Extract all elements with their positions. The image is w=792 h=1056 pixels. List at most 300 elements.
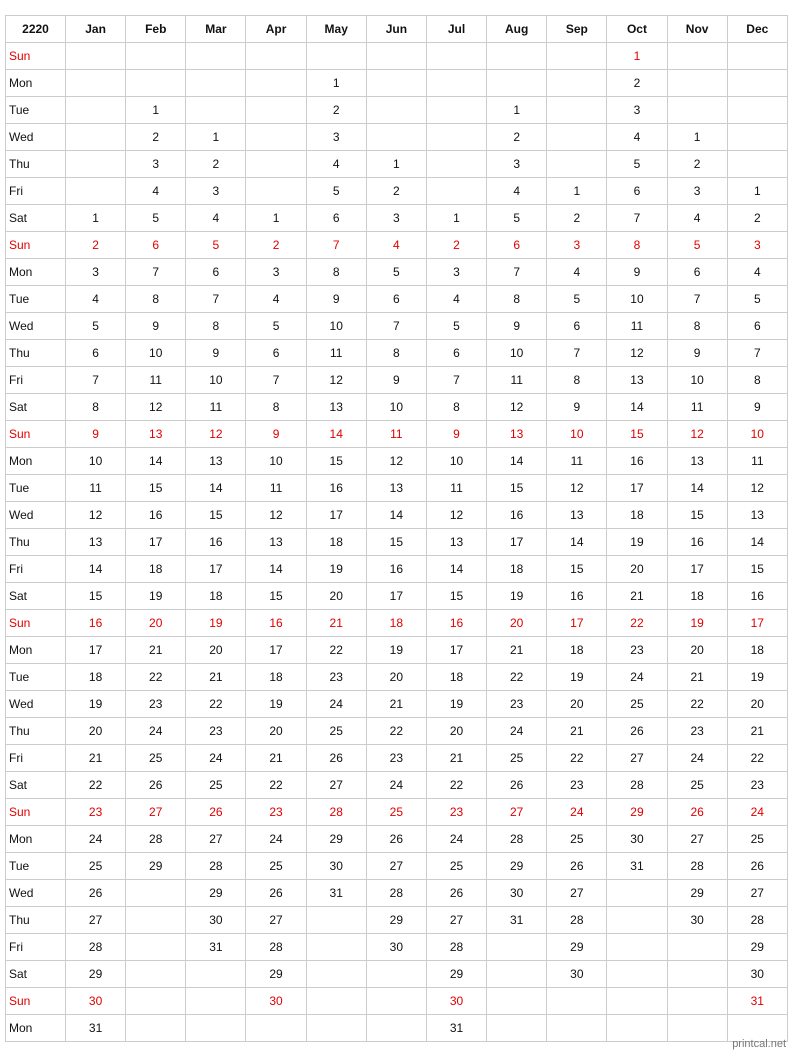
day-cell: 27	[547, 880, 607, 907]
day-cell: 8	[246, 394, 306, 421]
weekday-label: Wed	[6, 124, 66, 151]
day-cell: 15	[306, 448, 366, 475]
day-cell: 12	[667, 421, 727, 448]
day-cell	[607, 934, 667, 961]
day-cell: 20	[306, 583, 366, 610]
day-cell	[126, 880, 186, 907]
day-cell	[246, 70, 306, 97]
day-cell: 18	[126, 556, 186, 583]
day-cell	[607, 988, 667, 1015]
day-cell: 24	[727, 799, 787, 826]
week-row	[6, 394, 788, 421]
calendar-body	[6, 43, 788, 1042]
weekday-label: Thu	[6, 151, 66, 178]
day-cell	[186, 988, 246, 1015]
day-cell: 27	[66, 907, 126, 934]
week-row	[6, 799, 788, 826]
day-cell: 17	[186, 556, 246, 583]
day-cell: 25	[366, 799, 426, 826]
day-cell: 2	[607, 70, 667, 97]
year-calendar-table	[5, 15, 788, 1042]
weekday-label: Tue	[6, 475, 66, 502]
month-header-apr: Apr	[246, 16, 306, 43]
day-cell: 4	[366, 232, 426, 259]
day-cell	[607, 880, 667, 907]
day-cell	[66, 70, 126, 97]
day-cell: 31	[487, 907, 547, 934]
day-cell: 30	[246, 988, 306, 1015]
day-cell: 7	[246, 367, 306, 394]
day-cell: 26	[727, 853, 787, 880]
day-cell: 7	[487, 259, 547, 286]
week-row	[6, 205, 788, 232]
day-cell: 22	[727, 745, 787, 772]
weekday-label: Mon	[6, 70, 66, 97]
day-cell: 24	[246, 826, 306, 853]
day-cell: 20	[547, 691, 607, 718]
day-cell	[186, 961, 246, 988]
day-cell: 11	[607, 313, 667, 340]
weekday-label: Tue	[6, 97, 66, 124]
day-cell: 15	[66, 583, 126, 610]
day-cell: 21	[547, 718, 607, 745]
weekday-label: Fri	[6, 367, 66, 394]
month-header-may: May	[306, 16, 366, 43]
day-cell	[667, 97, 727, 124]
day-cell: 18	[547, 637, 607, 664]
day-cell: 11	[667, 394, 727, 421]
day-cell: 11	[547, 448, 607, 475]
day-cell: 24	[667, 745, 727, 772]
day-cell: 3	[66, 259, 126, 286]
day-cell	[306, 43, 366, 70]
day-cell: 7	[547, 340, 607, 367]
day-cell	[547, 1015, 607, 1042]
day-cell: 2	[727, 205, 787, 232]
day-cell: 17	[487, 529, 547, 556]
day-cell: 8	[727, 367, 787, 394]
day-cell: 5	[487, 205, 547, 232]
weekday-label: Tue	[6, 286, 66, 313]
day-cell: 10	[186, 367, 246, 394]
day-cell: 14	[186, 475, 246, 502]
day-cell: 5	[547, 286, 607, 313]
day-cell	[607, 1015, 667, 1042]
week-row	[6, 961, 788, 988]
day-cell: 31	[306, 880, 366, 907]
day-cell: 1	[487, 97, 547, 124]
day-cell: 19	[366, 637, 426, 664]
day-cell	[667, 934, 727, 961]
day-cell: 29	[186, 880, 246, 907]
day-cell: 19	[246, 691, 306, 718]
day-cell: 24	[487, 718, 547, 745]
day-cell: 24	[66, 826, 126, 853]
weekday-label: Sun	[6, 43, 66, 70]
day-cell: 29	[246, 961, 306, 988]
week-row	[6, 880, 788, 907]
day-cell: 28	[246, 934, 306, 961]
day-cell: 25	[66, 853, 126, 880]
day-cell: 30	[366, 934, 426, 961]
week-row	[6, 421, 788, 448]
day-cell: 5	[727, 286, 787, 313]
day-cell: 22	[186, 691, 246, 718]
day-cell: 27	[366, 853, 426, 880]
day-cell: 30	[426, 988, 486, 1015]
day-cell: 18	[306, 529, 366, 556]
day-cell: 18	[667, 583, 727, 610]
day-cell: 2	[66, 232, 126, 259]
day-cell: 4	[667, 205, 727, 232]
day-cell: 3	[727, 232, 787, 259]
weekday-label: Fri	[6, 178, 66, 205]
day-cell: 30	[186, 907, 246, 934]
week-row	[6, 1015, 788, 1042]
day-cell: 24	[607, 664, 667, 691]
weekday-label: Wed	[6, 691, 66, 718]
day-cell: 17	[426, 637, 486, 664]
day-cell	[186, 1015, 246, 1042]
day-cell: 21	[306, 610, 366, 637]
day-cell	[727, 97, 787, 124]
day-cell	[547, 988, 607, 1015]
day-cell: 19	[126, 583, 186, 610]
day-cell: 22	[306, 637, 366, 664]
site-credit[interactable]: printcal.net	[732, 1038, 786, 1050]
weekday-label: Thu	[6, 718, 66, 745]
day-cell	[607, 907, 667, 934]
weekday-label: Sun	[6, 421, 66, 448]
day-cell: 1	[426, 205, 486, 232]
day-cell: 25	[126, 745, 186, 772]
day-cell	[727, 43, 787, 70]
week-row	[6, 232, 788, 259]
weekday-label: Sun	[6, 610, 66, 637]
day-cell: 15	[607, 421, 667, 448]
day-cell: 24	[366, 772, 426, 799]
week-row	[6, 340, 788, 367]
week-row	[6, 772, 788, 799]
day-cell: 15	[426, 583, 486, 610]
day-cell: 21	[66, 745, 126, 772]
day-cell: 1	[366, 151, 426, 178]
day-cell: 21	[487, 637, 547, 664]
day-cell	[306, 988, 366, 1015]
day-cell: 21	[667, 664, 727, 691]
day-cell: 2	[667, 151, 727, 178]
day-cell	[126, 1015, 186, 1042]
day-cell	[667, 961, 727, 988]
month-header-jun: Jun	[366, 16, 426, 43]
week-row	[6, 637, 788, 664]
day-cell: 18	[366, 610, 426, 637]
day-cell: 28	[727, 907, 787, 934]
day-cell	[727, 124, 787, 151]
day-cell	[66, 43, 126, 70]
day-cell: 29	[306, 826, 366, 853]
day-cell: 6	[126, 232, 186, 259]
day-cell	[126, 907, 186, 934]
day-cell	[306, 961, 366, 988]
weekday-label: Sat	[6, 205, 66, 232]
day-cell: 12	[426, 502, 486, 529]
day-cell: 16	[306, 475, 366, 502]
day-cell: 20	[667, 637, 727, 664]
week-row	[6, 313, 788, 340]
day-cell: 26	[547, 853, 607, 880]
day-cell: 18	[246, 664, 306, 691]
day-cell: 18	[426, 664, 486, 691]
day-cell	[186, 70, 246, 97]
day-cell: 4	[306, 151, 366, 178]
day-cell: 4	[487, 178, 547, 205]
day-cell: 9	[306, 286, 366, 313]
day-cell: 5	[667, 232, 727, 259]
day-cell: 1	[607, 43, 667, 70]
day-cell: 12	[66, 502, 126, 529]
weekday-label: Wed	[6, 502, 66, 529]
month-header-row	[6, 16, 788, 43]
day-cell: 20	[186, 637, 246, 664]
day-cell: 16	[186, 529, 246, 556]
day-cell: 6	[66, 340, 126, 367]
week-row	[6, 475, 788, 502]
day-cell	[487, 43, 547, 70]
day-cell: 8	[487, 286, 547, 313]
day-cell: 24	[186, 745, 246, 772]
day-cell: 6	[426, 340, 486, 367]
day-cell: 21	[607, 583, 667, 610]
day-cell: 11	[126, 367, 186, 394]
day-cell: 23	[306, 664, 366, 691]
day-cell: 6	[246, 340, 306, 367]
month-header-feb: Feb	[126, 16, 186, 43]
day-cell: 22	[607, 610, 667, 637]
day-cell: 23	[366, 745, 426, 772]
day-cell: 3	[426, 259, 486, 286]
day-cell: 3	[547, 232, 607, 259]
day-cell: 3	[487, 151, 547, 178]
day-cell: 13	[547, 502, 607, 529]
day-cell: 12	[126, 394, 186, 421]
day-cell: 22	[426, 772, 486, 799]
day-cell: 19	[607, 529, 667, 556]
day-cell: 8	[607, 232, 667, 259]
day-cell: 28	[366, 880, 426, 907]
month-header-jan: Jan	[66, 16, 126, 43]
weekday-label: Sat	[6, 583, 66, 610]
week-row	[6, 610, 788, 637]
day-cell: 26	[186, 799, 246, 826]
day-cell	[186, 97, 246, 124]
weekday-label: Sat	[6, 961, 66, 988]
day-cell: 8	[306, 259, 366, 286]
day-cell: 13	[186, 448, 246, 475]
day-cell: 16	[607, 448, 667, 475]
week-row	[6, 988, 788, 1015]
day-cell: 4	[727, 259, 787, 286]
day-cell: 20	[126, 610, 186, 637]
day-cell: 13	[607, 367, 667, 394]
day-cell: 11	[246, 475, 306, 502]
day-cell: 11	[487, 367, 547, 394]
day-cell: 6	[366, 286, 426, 313]
day-cell: 26	[426, 880, 486, 907]
day-cell: 17	[246, 637, 306, 664]
week-row	[6, 178, 788, 205]
day-cell: 3	[126, 151, 186, 178]
day-cell: 30	[727, 961, 787, 988]
day-cell: 12	[547, 475, 607, 502]
day-cell: 30	[487, 880, 547, 907]
month-header-dec: Dec	[727, 16, 787, 43]
weekday-label: Sat	[6, 394, 66, 421]
day-cell: 1	[66, 205, 126, 232]
year-header: 2220	[6, 16, 66, 43]
day-cell: 26	[306, 745, 366, 772]
day-cell	[487, 1015, 547, 1042]
day-cell: 10	[246, 448, 306, 475]
day-cell: 1	[667, 124, 727, 151]
day-cell: 28	[186, 853, 246, 880]
day-cell: 26	[667, 799, 727, 826]
day-cell: 19	[306, 556, 366, 583]
week-row	[6, 259, 788, 286]
day-cell: 26	[487, 772, 547, 799]
day-cell: 29	[727, 934, 787, 961]
day-cell: 23	[186, 718, 246, 745]
day-cell: 7	[366, 313, 426, 340]
day-cell	[246, 43, 306, 70]
day-cell: 26	[66, 880, 126, 907]
weekday-label: Thu	[6, 340, 66, 367]
day-cell: 25	[607, 691, 667, 718]
weekday-label: Sun	[6, 232, 66, 259]
day-cell	[426, 178, 486, 205]
day-cell: 12	[366, 448, 426, 475]
day-cell: 19	[547, 664, 607, 691]
day-cell: 27	[306, 772, 366, 799]
day-cell: 2	[126, 124, 186, 151]
day-cell: 8	[547, 367, 607, 394]
week-row	[6, 502, 788, 529]
day-cell: 6	[487, 232, 547, 259]
week-row	[6, 691, 788, 718]
day-cell: 4	[607, 124, 667, 151]
day-cell: 13	[246, 529, 306, 556]
day-cell: 26	[607, 718, 667, 745]
day-cell: 8	[126, 286, 186, 313]
day-cell: 21	[246, 745, 306, 772]
day-cell: 25	[246, 853, 306, 880]
weekday-label: Mon	[6, 637, 66, 664]
day-cell	[487, 934, 547, 961]
day-cell: 17	[547, 610, 607, 637]
day-cell	[246, 124, 306, 151]
day-cell	[667, 43, 727, 70]
day-cell: 31	[66, 1015, 126, 1042]
day-cell: 23	[66, 799, 126, 826]
day-cell: 3	[306, 124, 366, 151]
day-cell: 27	[186, 826, 246, 853]
day-cell: 10	[426, 448, 486, 475]
day-cell: 13	[306, 394, 366, 421]
day-cell: 22	[66, 772, 126, 799]
day-cell: 1	[547, 178, 607, 205]
day-cell: 9	[246, 421, 306, 448]
day-cell: 1	[727, 178, 787, 205]
day-cell: 21	[727, 718, 787, 745]
day-cell	[66, 151, 126, 178]
day-cell: 28	[607, 772, 667, 799]
day-cell	[667, 988, 727, 1015]
day-cell: 27	[487, 799, 547, 826]
day-cell: 10	[547, 421, 607, 448]
day-cell: 3	[186, 178, 246, 205]
day-cell: 12	[306, 367, 366, 394]
day-cell: 18	[66, 664, 126, 691]
week-row	[6, 97, 788, 124]
week-row	[6, 43, 788, 70]
month-header-sep: Sep	[547, 16, 607, 43]
day-cell: 13	[66, 529, 126, 556]
day-cell: 12	[487, 394, 547, 421]
day-cell: 24	[306, 691, 366, 718]
day-cell: 19	[426, 691, 486, 718]
week-row	[6, 583, 788, 610]
day-cell: 20	[487, 610, 547, 637]
day-cell	[547, 124, 607, 151]
day-cell: 23	[426, 799, 486, 826]
week-row	[6, 718, 788, 745]
day-cell: 17	[126, 529, 186, 556]
day-cell: 17	[607, 475, 667, 502]
day-cell	[66, 124, 126, 151]
day-cell	[547, 70, 607, 97]
day-cell: 16	[727, 583, 787, 610]
week-row	[6, 286, 788, 313]
day-cell: 13	[126, 421, 186, 448]
day-cell: 10	[126, 340, 186, 367]
day-cell: 1	[246, 205, 306, 232]
day-cell: 9	[426, 421, 486, 448]
day-cell: 28	[547, 907, 607, 934]
day-cell: 8	[426, 394, 486, 421]
day-cell: 16	[426, 610, 486, 637]
day-cell: 4	[126, 178, 186, 205]
day-cell: 19	[186, 610, 246, 637]
day-cell: 10	[727, 421, 787, 448]
day-cell: 9	[727, 394, 787, 421]
day-cell	[547, 151, 607, 178]
day-cell: 9	[186, 340, 246, 367]
day-cell: 26	[366, 826, 426, 853]
day-cell	[66, 97, 126, 124]
day-cell: 1	[186, 124, 246, 151]
day-cell: 11	[186, 394, 246, 421]
day-cell: 10	[306, 313, 366, 340]
day-cell: 29	[667, 880, 727, 907]
day-cell: 5	[306, 178, 366, 205]
day-cell: 17	[727, 610, 787, 637]
day-cell: 12	[607, 340, 667, 367]
day-cell: 29	[547, 934, 607, 961]
day-cell: 2	[426, 232, 486, 259]
day-cell: 4	[426, 286, 486, 313]
day-cell: 11	[426, 475, 486, 502]
weekday-label: Wed	[6, 880, 66, 907]
